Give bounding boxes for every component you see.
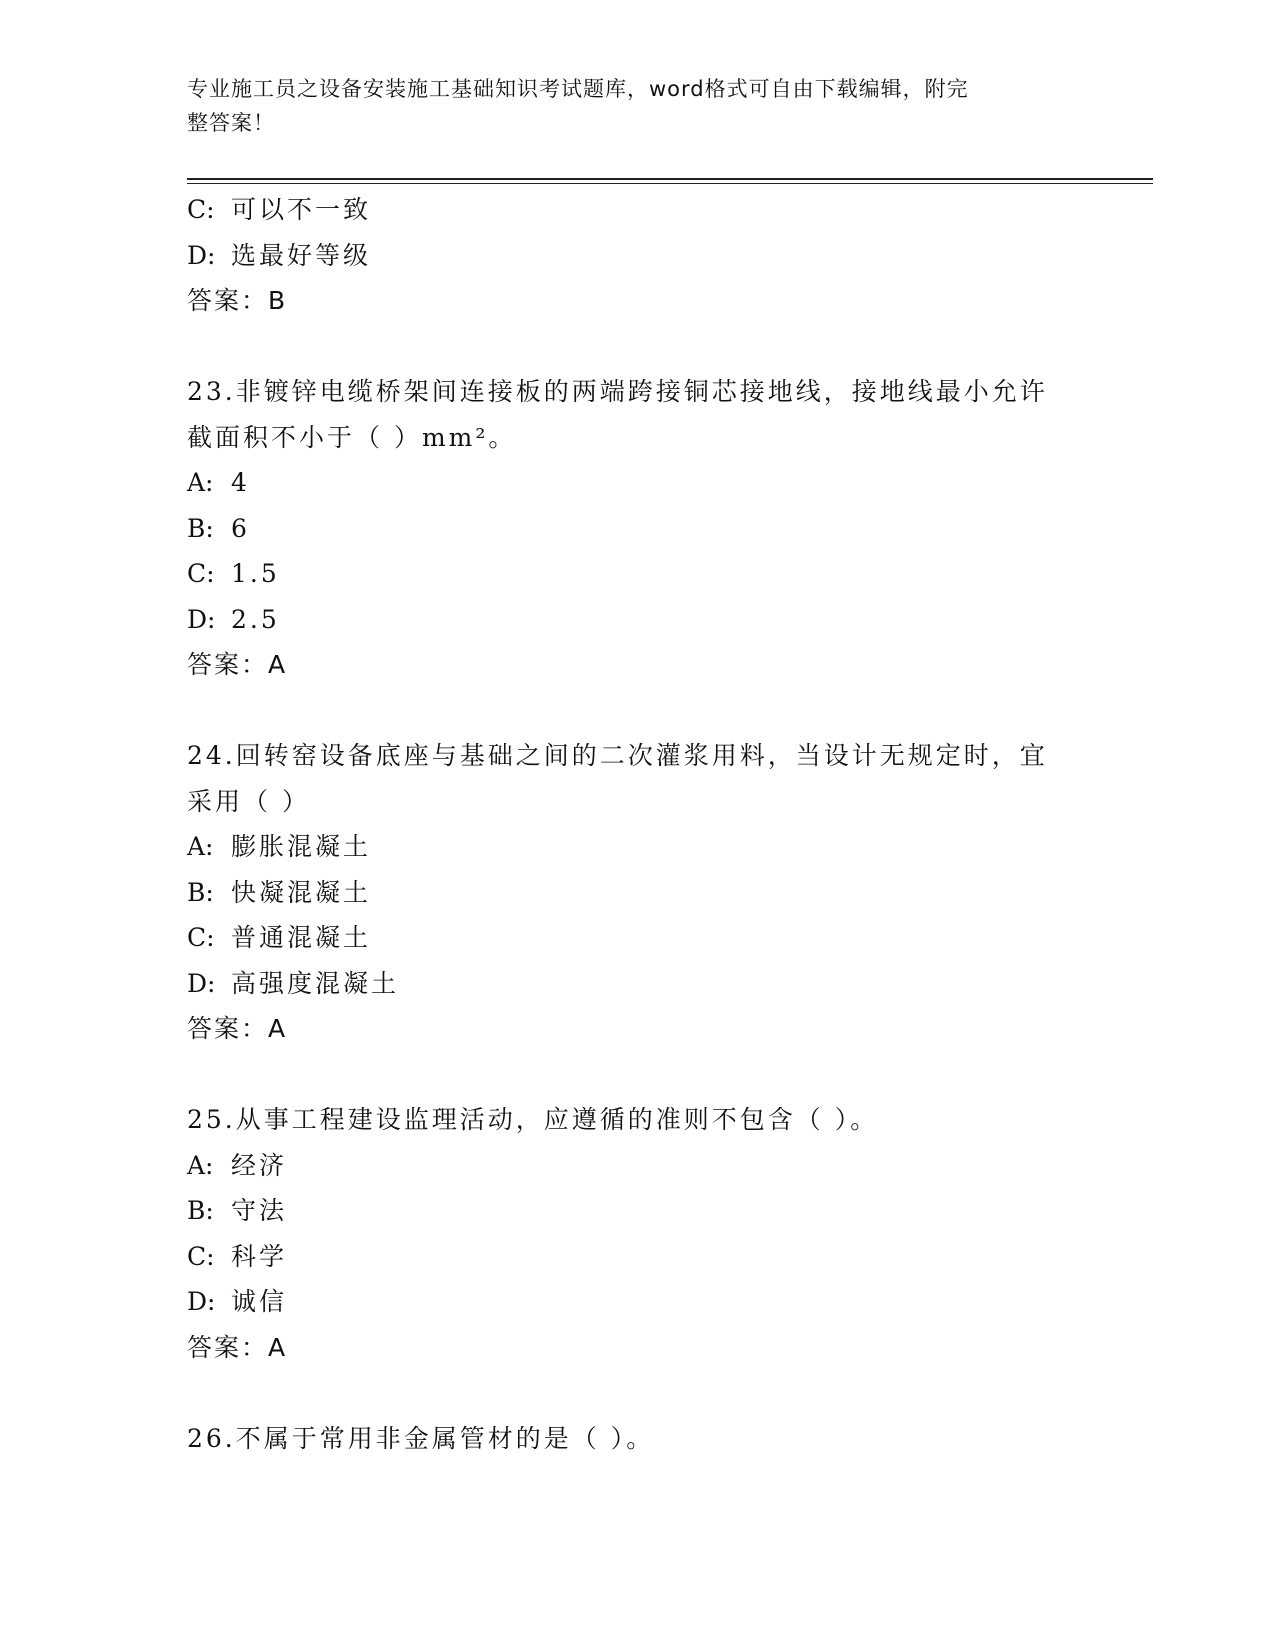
question-stem: 截面积不小于（ ）mm²。 [187, 422, 517, 452]
option-letter: D: [187, 968, 216, 998]
spacer [187, 324, 1087, 370]
option-text: 普通混凝土 [231, 923, 372, 952]
question-stem: 23.非镀锌电缆桥架间连接板的两端跨接铜芯接地线，接地线最小允许 [187, 377, 1048, 406]
option-item [187, 460, 1087, 506]
option-letter: A: [187, 832, 214, 861]
page-header [187, 72, 1067, 140]
question-stem: 25.从事工程建设监理活动，应遵循的准则不包含（ ）。 [187, 1105, 879, 1134]
answer-line: 答案：A [187, 1014, 288, 1043]
option-item [187, 870, 1087, 916]
header-line-2: 整答案！ [187, 111, 275, 135]
option-text: 诚信 [231, 1287, 288, 1316]
option-item [187, 961, 1087, 1007]
option-item [187, 1188, 1087, 1234]
option-text: 守法 [231, 1196, 288, 1225]
option-item [187, 915, 1087, 961]
option-text: 选最好等级 [231, 240, 372, 270]
option-item [187, 1143, 1087, 1189]
option-letter: D: [187, 604, 216, 634]
option-letter: C: [187, 559, 215, 588]
option-letter: D: [187, 240, 216, 270]
header-divider [187, 178, 1153, 180]
option-item [187, 187, 1087, 233]
option-letter: A: [187, 468, 214, 497]
option-text: 6 [231, 513, 250, 543]
option-item [187, 824, 1087, 870]
option-text: 2.5 [231, 604, 280, 634]
option-letter: C: [187, 923, 215, 952]
option-text: 1.5 [231, 559, 280, 588]
answer-line: 答案：A [187, 1332, 288, 1362]
option-item [187, 597, 1087, 643]
option-text: 可以不一致 [231, 195, 372, 224]
option-letter: C: [187, 195, 215, 224]
answer-line: 答案：A [187, 650, 288, 679]
option-letter: B: [187, 877, 214, 907]
question-stem: 采用（ ） [187, 786, 310, 816]
question-list [187, 187, 1087, 1461]
spacer [187, 688, 1087, 734]
option-letter: C: [187, 1241, 215, 1271]
option-item [187, 1234, 1087, 1280]
question-stem: 24.回转窑设备底座与基础之间的二次灌浆用料，当设计无规定时，宜 [187, 741, 1048, 770]
header-divider-thin [187, 183, 1153, 184]
option-letter: B: [187, 513, 214, 543]
option-item [187, 233, 1087, 279]
option-text: 经济 [231, 1150, 288, 1180]
option-letter: D: [187, 1287, 216, 1316]
header-line-1: 专业施工员之设备安装施工基础知识考试题库，word格式可自由下载编辑，附完 [187, 77, 969, 101]
option-text: 快凝混凝土 [231, 877, 372, 907]
answer-line: 答案：B [187, 286, 288, 315]
option-text: 高强度混凝土 [231, 968, 400, 998]
option-letter: A: [187, 1150, 214, 1180]
option-text: 膨胀混凝土 [231, 832, 372, 861]
option-item [187, 551, 1087, 597]
spacer [187, 1052, 1087, 1098]
option-letter: B: [187, 1196, 214, 1225]
question-stem: 26.不属于常用非金属管材的是（ ）。 [187, 1423, 655, 1453]
option-text: 科学 [231, 1241, 288, 1271]
option-item [187, 506, 1087, 552]
spacer [187, 1370, 1087, 1416]
option-text: 4 [231, 468, 250, 497]
option-item [187, 1279, 1087, 1325]
